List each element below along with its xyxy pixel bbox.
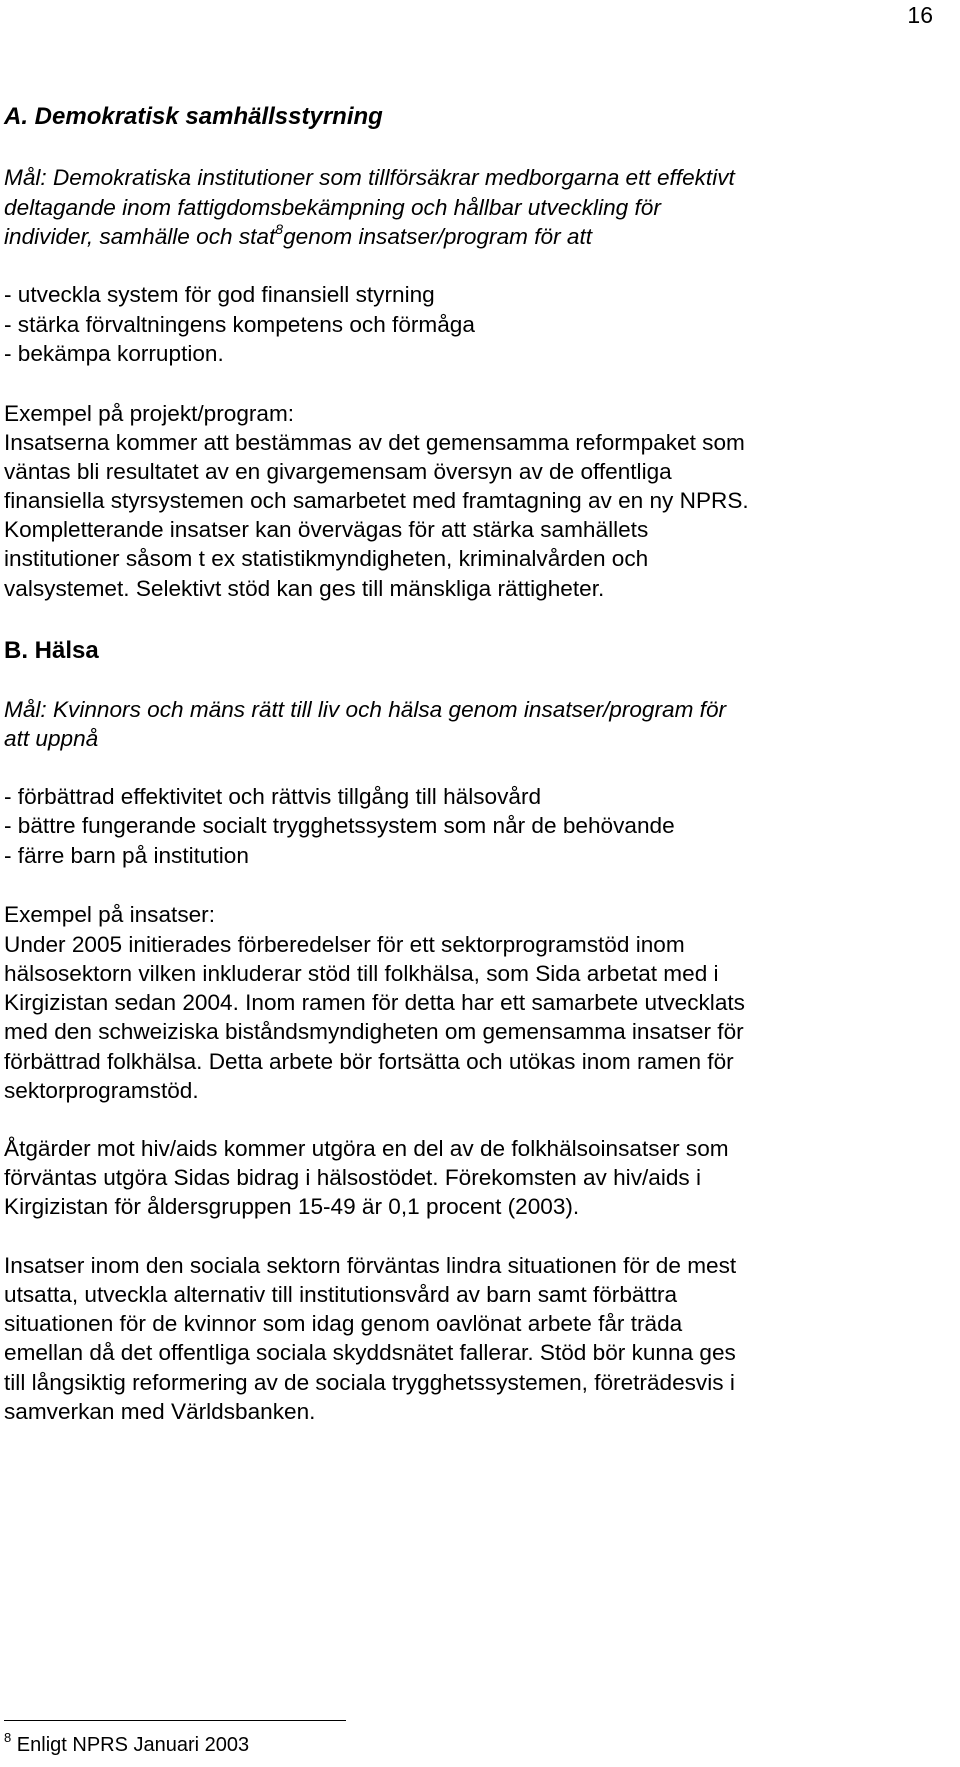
section-b-example-line: Under 2005 initierades förberedelser för ett sektorprogramstöd inom	[4, 932, 685, 957]
section-a-example-label: Exempel på projekt/program:	[4, 401, 295, 426]
section-b-heading: B. Hälsa	[4, 637, 99, 664]
section-b-paragraph-line: förväntas utgöra Sidas bidrag i hälsostödet. Förekomsten av hiv/aids i	[4, 1165, 702, 1190]
page-number: 16	[907, 2, 933, 28]
section-b-example-line: hälsosektorn vilken inkluderar stöd till folkhälsa, som Sida arbetat med i	[4, 961, 719, 986]
section-a-goal-text: individer, samhälle och stat	[4, 224, 276, 249]
section-a-goal-tail: genom insatser/program för att	[283, 224, 592, 249]
section-a-example-line: väntas bli resultatet av en givargemensam översyn av de offentliga	[4, 459, 672, 484]
section-a-example-line: institutioner såsom t ex statistikmyndigheten, kriminalvården och	[4, 546, 649, 571]
section-a-bullet: - stärka förvaltningens kompetens och förmåga	[4, 312, 475, 337]
section-a-bullet: - bekämpa korruption.	[4, 341, 224, 366]
footnote-marker: 8	[4, 1730, 12, 1745]
section-b-goal-line: Mål: Kvinnors och mäns rätt till liv och hälsa genom insatser/program för	[4, 697, 727, 722]
section-b-paragraph-line: Insatser inom den sociala sektorn förväntas lindra situationen för de mest	[4, 1253, 737, 1278]
section-b-paragraph-line: samverkan med Världsbanken.	[4, 1399, 316, 1424]
section-a-goal-line	[4, 221, 592, 249]
footnote-reference: 8	[275, 221, 284, 237]
section-b-paragraph-line: till långsiktig reformering av de sociala trygghetssystemen, företrädesvis i	[4, 1370, 735, 1395]
section-b-paragraph-line: Åtgärder mot hiv/aids kommer utgöra en del av de folkhälsoinsatser som	[4, 1136, 729, 1161]
section-a-example-line: Insatserna kommer att bestämmas av det gemensamma reformpaket som	[4, 430, 745, 455]
section-b-goal-line: att uppnå	[4, 726, 99, 751]
section-b-example-label: Exempel på insatser:	[4, 902, 215, 927]
section-a-heading: A. Demokratisk samhällsstyrning	[4, 103, 383, 130]
section-b-paragraph-line: Kirgizistan för åldersgruppen 15-49 är 0,1 procent (2003).	[4, 1194, 580, 1219]
section-b-example-line: förbättrad folkhälsa. Detta arbete bör fortsätta och utökas inom ramen för	[4, 1049, 734, 1074]
section-b-example-line: sektorprogramstöd.	[4, 1078, 199, 1103]
section-b-paragraph-line: utsatta, utveckla alternativ till institutionsvård av barn samt förbättra	[4, 1282, 678, 1307]
section-b-example-line: Kirgizistan sedan 2004. Inom ramen för detta har ett samarbete utvecklats	[4, 990, 745, 1015]
section-b-paragraph-line: situationen för de kvinnor som idag genom oavlönat arbete får träda	[4, 1311, 683, 1336]
section-a-goal-line: Mål: Demokratiska institutioner som tillförsäkrar medborgarna ett effektivt	[4, 165, 735, 190]
footnote	[4, 1730, 250, 1757]
section-a-example-line: valsystemet. Selektivt stöd kan ges till mänskliga rättigheter.	[4, 576, 605, 601]
section-b-bullet: - förbättrad effektivitet och rättvis tillgång till hälsovård	[4, 784, 542, 809]
section-b-paragraph-line: emellan då det offentliga sociala skyddsnätet fallerar. Stöd bör kunna ges	[4, 1340, 736, 1365]
section-b-bullet: - färre barn på institution	[4, 843, 249, 868]
section-a-goal-line: deltagande inom fattigdomsbekämpning och hållbar utveckling för	[4, 195, 661, 220]
section-a-example-line: finansiella styrsystemen och samarbetet med framtagning av en ny NPRS.	[4, 488, 749, 513]
section-a-example-line: Kompletterande insatser kan övervägas för att stärka samhällets	[4, 517, 649, 542]
section-b-example-line: med den schweiziska biståndsmyndigheten om gemensamma insatser för	[4, 1019, 744, 1044]
section-b-bullet: - bättre fungerande socialt trygghetssystem som når de behövande	[4, 813, 675, 838]
section-a-bullet: - utveckla system för god finansiell styrning	[4, 282, 435, 307]
footnote-separator	[4, 1720, 346, 1721]
footnote-text: Enligt NPRS Januari 2003	[16, 1734, 250, 1756]
